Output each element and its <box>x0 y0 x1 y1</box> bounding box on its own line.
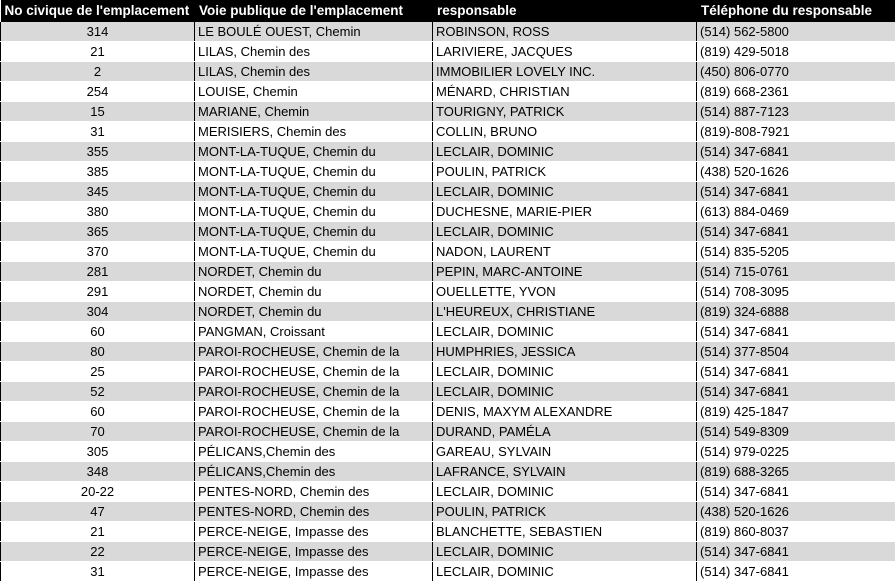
cell-responsable: POULIN, PATRICK <box>433 502 697 522</box>
cell-no-civique: 20-22 <box>1 482 195 502</box>
cell-no-civique: 25 <box>1 362 195 382</box>
cell-responsable: L'HEUREUX, CHRISTIANE <box>433 302 697 322</box>
cell-telephone: (514) 347-6841 <box>697 182 895 202</box>
cell-voie-publique: MONT-LA-TUQUE, Chemin du <box>195 242 433 262</box>
table-row <box>1 322 895 342</box>
cell-no-civique: 70 <box>1 422 195 442</box>
cell-voie-publique: MERISIERS, Chemin des <box>195 122 433 142</box>
header-responsable: responsable <box>433 0 697 22</box>
table-row <box>1 482 895 502</box>
cell-no-civique: 348 <box>1 462 195 482</box>
cell-no-civique: 31 <box>1 562 195 582</box>
cell-responsable: LECLAIR, DOMINIC <box>433 482 697 502</box>
cell-telephone: (450) 806-0770 <box>697 62 895 82</box>
cell-responsable: LECLAIR, DOMINIC <box>433 542 697 562</box>
cell-no-civique: 15 <box>1 102 195 122</box>
cell-telephone: (438) 520-1626 <box>697 502 895 522</box>
header-row <box>1 0 895 22</box>
cell-telephone: (514) 715-0761 <box>697 262 895 282</box>
cell-telephone: (819) 429-5018 <box>697 42 895 62</box>
cell-responsable: BLANCHETTE, SEBASTIEN <box>433 522 697 542</box>
table-row <box>1 442 895 462</box>
table-row <box>1 42 895 62</box>
table-row <box>1 282 895 302</box>
cell-telephone: (819)-808-7921 <box>697 122 895 142</box>
cell-voie-publique: MONT-LA-TUQUE, Chemin du <box>195 202 433 222</box>
cell-voie-publique: PANGMAN, Croissant <box>195 322 433 342</box>
cell-no-civique: 305 <box>1 442 195 462</box>
cell-telephone: (514) 347-6841 <box>697 222 895 242</box>
header-telephone: Téléphone du responsable <box>697 0 895 22</box>
table-row <box>1 202 895 222</box>
cell-voie-publique: PAROI-ROCHEUSE, Chemin de la <box>195 422 433 442</box>
cell-responsable: TOURIGNY, PATRICK <box>433 102 697 122</box>
cell-no-civique: 22 <box>1 542 195 562</box>
cell-telephone: (514) 347-6841 <box>697 382 895 402</box>
cell-voie-publique: PAROI-ROCHEUSE, Chemin de la <box>195 362 433 382</box>
cell-no-civique: 2 <box>1 62 195 82</box>
cell-voie-publique: LILAS, Chemin des <box>195 62 433 82</box>
cell-telephone: (514) 708-3095 <box>697 282 895 302</box>
cell-voie-publique: PAROI-ROCHEUSE, Chemin de la <box>195 382 433 402</box>
cell-responsable: LECLAIR, DOMINIC <box>433 562 697 582</box>
table-row <box>1 222 895 242</box>
cell-telephone: (514) 347-6841 <box>697 142 895 162</box>
cell-responsable: NADON, LAURENT <box>433 242 697 262</box>
cell-voie-publique: PENTES-NORD, Chemin des <box>195 482 433 502</box>
cell-responsable: GAREAU, SYLVAIN <box>433 442 697 462</box>
cell-telephone: (819) 324-6888 <box>697 302 895 322</box>
cell-voie-publique: NORDET, Chemin du <box>195 262 433 282</box>
table-row <box>1 102 895 122</box>
cell-responsable: COLLIN, BRUNO <box>433 122 697 142</box>
cell-no-civique: 380 <box>1 202 195 222</box>
cell-telephone: (613) 884-0469 <box>697 202 895 222</box>
cell-responsable: LECLAIR, DOMINIC <box>433 142 697 162</box>
table-row <box>1 462 895 482</box>
cell-no-civique: 304 <box>1 302 195 322</box>
cell-telephone: (514) 835-5205 <box>697 242 895 262</box>
header-no-civique: No civique de l'emplacement <box>1 0 195 22</box>
cell-no-civique: 52 <box>1 382 195 402</box>
header-voie-publique: Voie publique de l'emplacement <box>195 0 433 22</box>
cell-voie-publique: MARIANE, Chemin <box>195 102 433 122</box>
cell-voie-publique: LE BOULÉ OUEST, Chemin <box>195 22 433 42</box>
cell-no-civique: 80 <box>1 342 195 362</box>
table-row <box>1 162 895 182</box>
cell-responsable: DUCHESNE, MARIE-PIER <box>433 202 697 222</box>
cell-telephone: (514) 347-6841 <box>697 482 895 502</box>
cell-responsable: LECLAIR, DOMINIC <box>433 362 697 382</box>
cell-voie-publique: MONT-LA-TUQUE, Chemin du <box>195 142 433 162</box>
cell-voie-publique: LILAS, Chemin des <box>195 42 433 62</box>
cell-voie-publique: MONT-LA-TUQUE, Chemin du <box>195 162 433 182</box>
table-row <box>1 302 895 322</box>
cell-voie-publique: PÉLICANS,Chemin des <box>195 462 433 482</box>
cell-no-civique: 281 <box>1 262 195 282</box>
cell-telephone: (514) 887-7123 <box>697 102 895 122</box>
cell-voie-publique: PAROI-ROCHEUSE, Chemin de la <box>195 402 433 422</box>
cell-responsable: DURAND, PAMÉLA <box>433 422 697 442</box>
cell-telephone: (819) 425-1847 <box>697 402 895 422</box>
cell-telephone: (514) 979-0225 <box>697 442 895 462</box>
cell-voie-publique: NORDET, Chemin du <box>195 282 433 302</box>
cell-responsable: PEPIN, MARC-ANTOINE <box>433 262 697 282</box>
table-row <box>1 522 895 542</box>
cell-no-civique: 60 <box>1 322 195 342</box>
table-row <box>1 562 895 582</box>
table-row <box>1 362 895 382</box>
table-row <box>1 142 895 162</box>
cell-telephone: (819) 860-8037 <box>697 522 895 542</box>
cell-telephone: (819) 688-3265 <box>697 462 895 482</box>
cell-telephone: (514) 347-6841 <box>697 362 895 382</box>
cell-no-civique: 370 <box>1 242 195 262</box>
table-row <box>1 542 895 562</box>
table-row <box>1 82 895 102</box>
cell-responsable: POULIN, PATRICK <box>433 162 697 182</box>
cell-no-civique: 254 <box>1 82 195 102</box>
cell-responsable: LAFRANCE, SYLVAIN <box>433 462 697 482</box>
cell-responsable: LECLAIR, DOMINIC <box>433 182 697 202</box>
table-row <box>1 122 895 142</box>
cell-no-civique: 355 <box>1 142 195 162</box>
cell-voie-publique: PÉLICANS,Chemin des <box>195 442 433 462</box>
cell-no-civique: 365 <box>1 222 195 242</box>
cell-telephone: (514) 377-8504 <box>697 342 895 362</box>
table-row <box>1 182 895 202</box>
table-row <box>1 62 895 82</box>
cell-no-civique: 345 <box>1 182 195 202</box>
cell-responsable: DENIS, MAXYM ALEXANDRE <box>433 402 697 422</box>
cell-voie-publique: PERCE-NEIGE, Impasse des <box>195 542 433 562</box>
table-row <box>1 382 895 402</box>
cell-responsable: LECLAIR, DOMINIC <box>433 382 697 402</box>
cell-voie-publique: PENTES-NORD, Chemin des <box>195 502 433 522</box>
cell-voie-publique: PERCE-NEIGE, Impasse des <box>195 522 433 542</box>
cell-voie-publique: MONT-LA-TUQUE, Chemin du <box>195 182 433 202</box>
cell-responsable: HUMPHRIES, JESSICA <box>433 342 697 362</box>
table-row <box>1 402 895 422</box>
cell-no-civique: 21 <box>1 42 195 62</box>
cell-no-civique: 385 <box>1 162 195 182</box>
cell-responsable: LECLAIR, DOMINIC <box>433 222 697 242</box>
cell-voie-publique: NORDET, Chemin du <box>195 302 433 322</box>
cell-no-civique: 31 <box>1 122 195 142</box>
table-row <box>1 262 895 282</box>
table-row <box>1 502 895 522</box>
cell-voie-publique: MONT-LA-TUQUE, Chemin du <box>195 222 433 242</box>
cell-telephone: (514) 347-6841 <box>697 322 895 342</box>
cell-no-civique: 47 <box>1 502 195 522</box>
cell-responsable: OUELLETTE, YVON <box>433 282 697 302</box>
cell-no-civique: 314 <box>1 22 195 42</box>
cell-telephone: (514) 549-8309 <box>697 422 895 442</box>
cell-voie-publique: PERCE-NEIGE, Impasse des <box>195 562 433 582</box>
cell-telephone: (514) 347-6841 <box>697 562 895 582</box>
table-body <box>1 22 895 582</box>
cell-no-civique: 21 <box>1 522 195 542</box>
cell-voie-publique: LOUISE, Chemin <box>195 82 433 102</box>
cell-responsable: LECLAIR, DOMINIC <box>433 322 697 342</box>
cell-no-civique: 60 <box>1 402 195 422</box>
cell-responsable: MÉNARD, CHRISTIAN <box>433 82 697 102</box>
cell-telephone: (819) 668-2361 <box>697 82 895 102</box>
cell-telephone: (514) 347-6841 <box>697 542 895 562</box>
table-row <box>1 342 895 362</box>
table-row <box>1 422 895 442</box>
cell-responsable: LARIVIERE, JACQUES <box>433 42 697 62</box>
cell-telephone: (514) 562-5800 <box>697 22 895 42</box>
cell-voie-publique: PAROI-ROCHEUSE, Chemin de la <box>195 342 433 362</box>
cell-responsable: ROBINSON, ROSS <box>433 22 697 42</box>
table-row <box>1 242 895 262</box>
cell-telephone: (438) 520-1626 <box>697 162 895 182</box>
cell-no-civique: 291 <box>1 282 195 302</box>
table-row <box>1 22 895 42</box>
cell-responsable: IMMOBILIER LOVELY INC. <box>433 62 697 82</box>
